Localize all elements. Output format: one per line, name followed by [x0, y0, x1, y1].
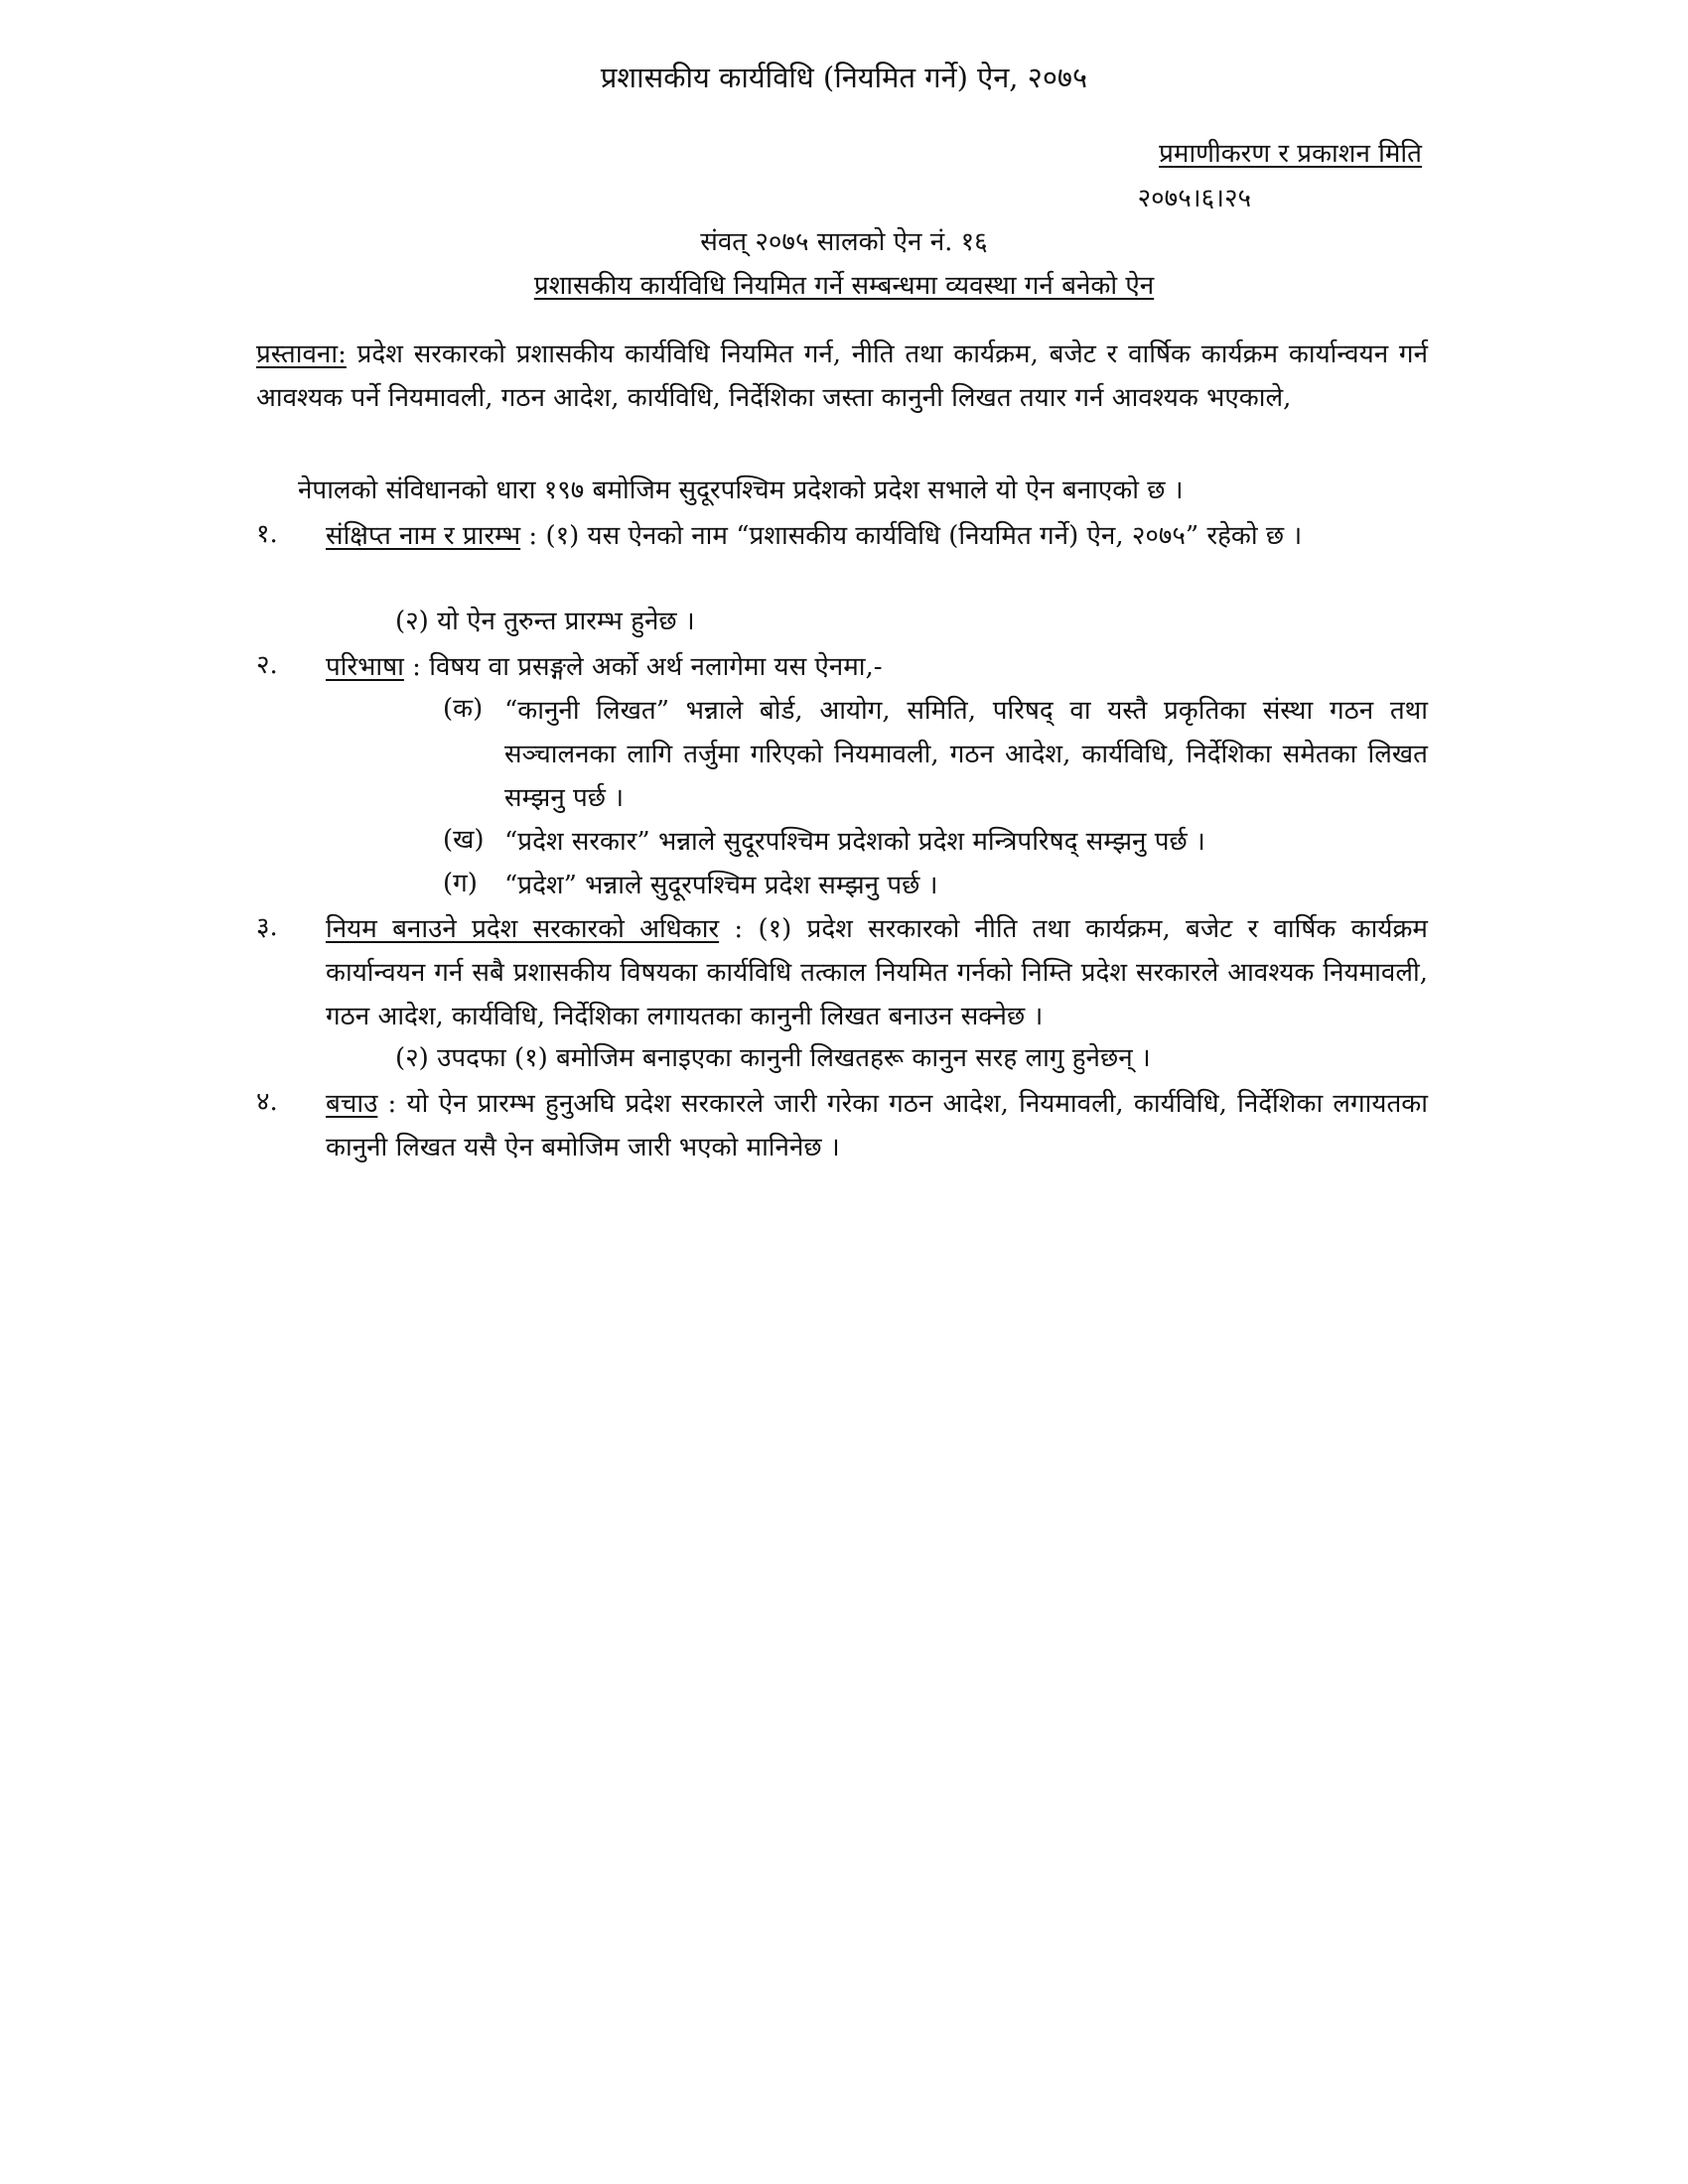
section-1-body: [326, 514, 1428, 558]
section-4-body: [326, 1082, 1428, 1169]
section-2-number: २.: [256, 650, 278, 680]
section-3-subsection-2: (२) उपदफा (१) बमोजिम बनाइएका कानुनी लिखतहरू कानुन सरह लागु हुनेछन् ।: [395, 1043, 1151, 1073]
section-1-heading: संक्षिप्त नाम र प्रारम्भ: [326, 521, 521, 551]
preamble-label: प्रस्तावना:: [256, 340, 347, 369]
section-3-body: [326, 907, 1428, 1038]
act-number: संवत् २०७५ सालको ऐन नं. १६: [700, 227, 988, 257]
section-1-text: : (१) यस ऐनको नाम “प्रशासकीय कार्यविधि (नियमित गर्ने) ऐन, २०७५” रहेको छ ।: [520, 521, 1303, 551]
section-1-number: १.: [256, 519, 278, 549]
certification-label: प्रमाणीकरण र प्रकाशन मिति: [1159, 139, 1422, 169]
definition-label: (क): [443, 694, 484, 724]
section-2-body: [326, 645, 1428, 689]
section-4-heading: बचाउ: [326, 1089, 378, 1119]
section-2-text: : विषय वा प्रसङ्गले अर्को अर्थ नलागेमा यस ऐनमा,-: [403, 652, 883, 682]
act-subtitle-text: प्रशासकीय कार्यविधि नियमित गर्ने सम्बन्धमा व्यवस्था गर्न बनेको ऐन: [533, 271, 1155, 301]
preamble: [256, 333, 1428, 420]
definition-text: “कानुनी लिखत” भन्नाले बोर्ड, आयोग, समिति, परिषद् वा यस्तै प्रकृतिका संस्था गठन तथा सञ्चालनका लागि तर्जुमा गरिएको नियमावली, गठन आदेश, कार्यविधि, निर्देशिका समेतका लिखत सम्झनु पर्छ ।: [504, 696, 1428, 813]
section-4-text: : यो ऐन प्रारम्भ हुनुअघि प्रदेश सरकारले जारी गरेका गठन आदेश, नियमावली, कार्यविधि, निर्देशिका लगायतका कानुनी लिखत यसै ऐन बमोजिम जारी भएको मानिनेछ ।: [326, 1089, 1428, 1162]
enactment-clause: नेपालको संविधानको धारा १९७ बमोजिम सुदूरपश्चिम प्रदेशको प्रदेश सभाले यो ऐन बनाएको छ ।: [298, 476, 1184, 505]
section-3-number: ३.: [256, 912, 278, 942]
definition-label: (ख): [443, 825, 485, 855]
preamble-text: प्रदेश सरकारको प्रशासकीय कार्यविधि नियमित गर्न, नीति तथा कार्यक्रम, बजेट र वार्षिक कार्यक्रम कार्यान्वयन गर्न आवश्यक पर्ने नियमावली, गठन आदेश, कार्यविधि, निर्देशिका जस्ता कानुनी लिखत तयार गर्न आवश्यक भएकाले,: [256, 340, 1428, 413]
section-3-heading: नियम बनाउने प्रदेश सरकारको अधिकार: [326, 914, 720, 944]
section-3-text: : (१) प्रदेश सरकारको नीति तथा कार्यक्रम, बजेट र वार्षिक कार्यक्रम कार्यान्वयन गर्न सबै प्रशासकीय विषयका कार्यविधि तत्काल नियमित गर्नको निम्ति प्रदेश सरकारले आवश्यक नियमावली, गठन आदेश, कार्यविधि, निर्देशिका लगायतका कानुनी लिखत बनाउन सक्नेछ ।: [326, 914, 1428, 1031]
section-2-heading: परिभाषा: [326, 652, 404, 682]
act-subtitle: [0, 266, 1688, 302]
certification-date: २०७५।६।२५: [1137, 184, 1251, 213]
section-1-subsection-2: (२) यो ऐन तुरुन्त प्रारम्भ हुनेछ ।: [395, 607, 695, 636]
document-title: प्रशासकीय कार्यविधि (नियमित गर्ने) ऐन, २०७५: [600, 61, 1088, 94]
section-4-number: ४.: [256, 1087, 278, 1117]
definition-label: (ग): [443, 869, 478, 898]
definition-text: “प्रदेश सरकार” भन्नाले सुदूरपश्चिम प्रदेशको प्रदेश मन्त्रिपरिषद् सम्झनु पर्छ ।: [504, 827, 1205, 857]
definition-text: “प्रदेश” भन्नाले सुदूरपश्चिम प्रदेश सम्झनु पर्छ ।: [504, 871, 938, 900]
